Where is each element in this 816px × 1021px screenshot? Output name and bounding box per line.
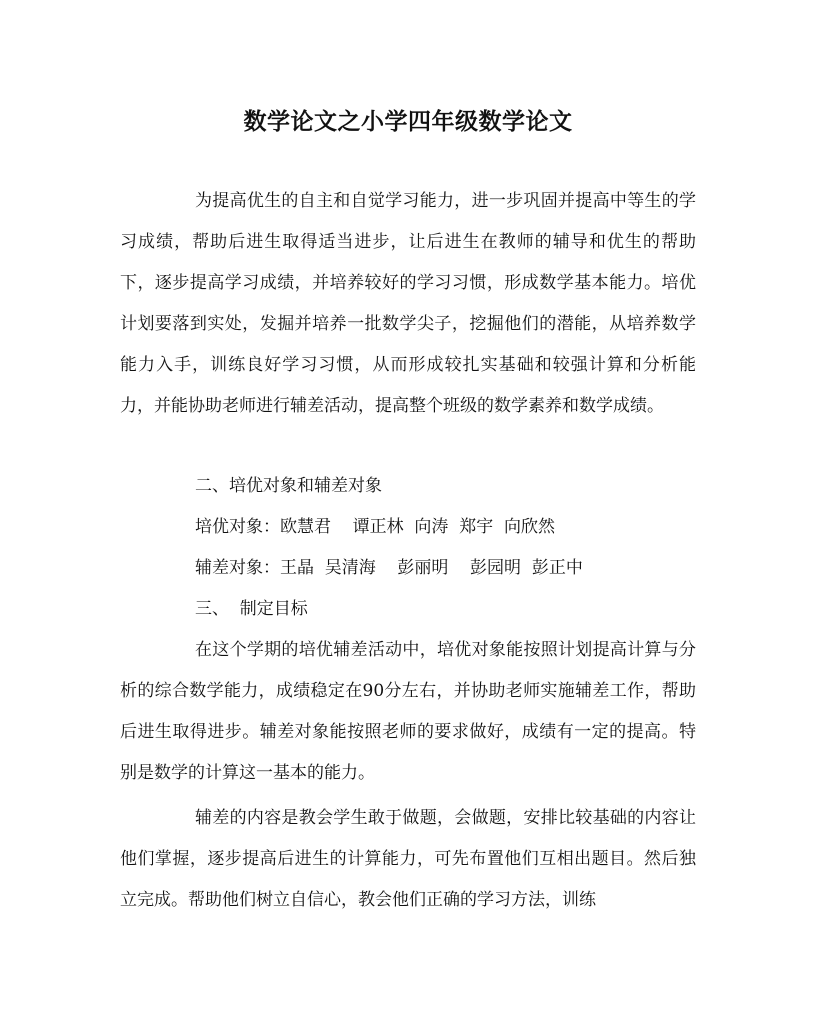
remedial-paragraph: 辅差的内容是教会学生敢于做题，会做题，安排比较基础的内容让他们掌握，逐步提高后进生的计算能力，可先布置他们互相出题目。然后独立完成。帮助他们树立自信心，教会他们正确的学习方法，训练	[120, 808, 696, 910]
goals-paragraph: 在这个学期的培优辅差活动中，培优对象能按照计划提高计算与分析的综合数学能力，成绩稳定在90分左右，并协助老师实施辅差工作，帮助后进生取得进步。辅差对象能按照老师的要求做好，成绩有一定的提高。特别是数学的计算这一基本的能力。	[120, 640, 696, 783]
section-heading-goals: 三、 制定目标	[195, 599, 308, 619]
section-heading-targets: 二、培优对象和辅差对象	[195, 476, 382, 496]
intro-paragraph: 为提高优生的自主和自觉学习能力，进一步巩固并提高中等生的学习成绩，帮助后进生取得适当进步，让后进生在教师的辅导和优生的帮助下，逐步提高学习成绩，并培养较好的学习习惯，形成数学基本能力。培优计划要落到实处，发掘并培养一批数学尖子，挖掘他们的潜能，从培养数学能力入手，训练良好学习习惯，从而形成较扎实基础和较强计算和分析能力，并能协助老师进行辅差活动，提高整个班级的数学素养和数学成绩。	[120, 191, 696, 416]
struggling-students-line: 辅差对象：王晶 吴清海 彭丽明 彭园明 彭正中	[195, 558, 583, 578]
advanced-students-line: 培优对象：欧慧君 谭正林 向涛 郑宇 向欣然	[195, 517, 556, 537]
document-title: 数学论文之小学四年级数学论文	[243, 108, 573, 135]
